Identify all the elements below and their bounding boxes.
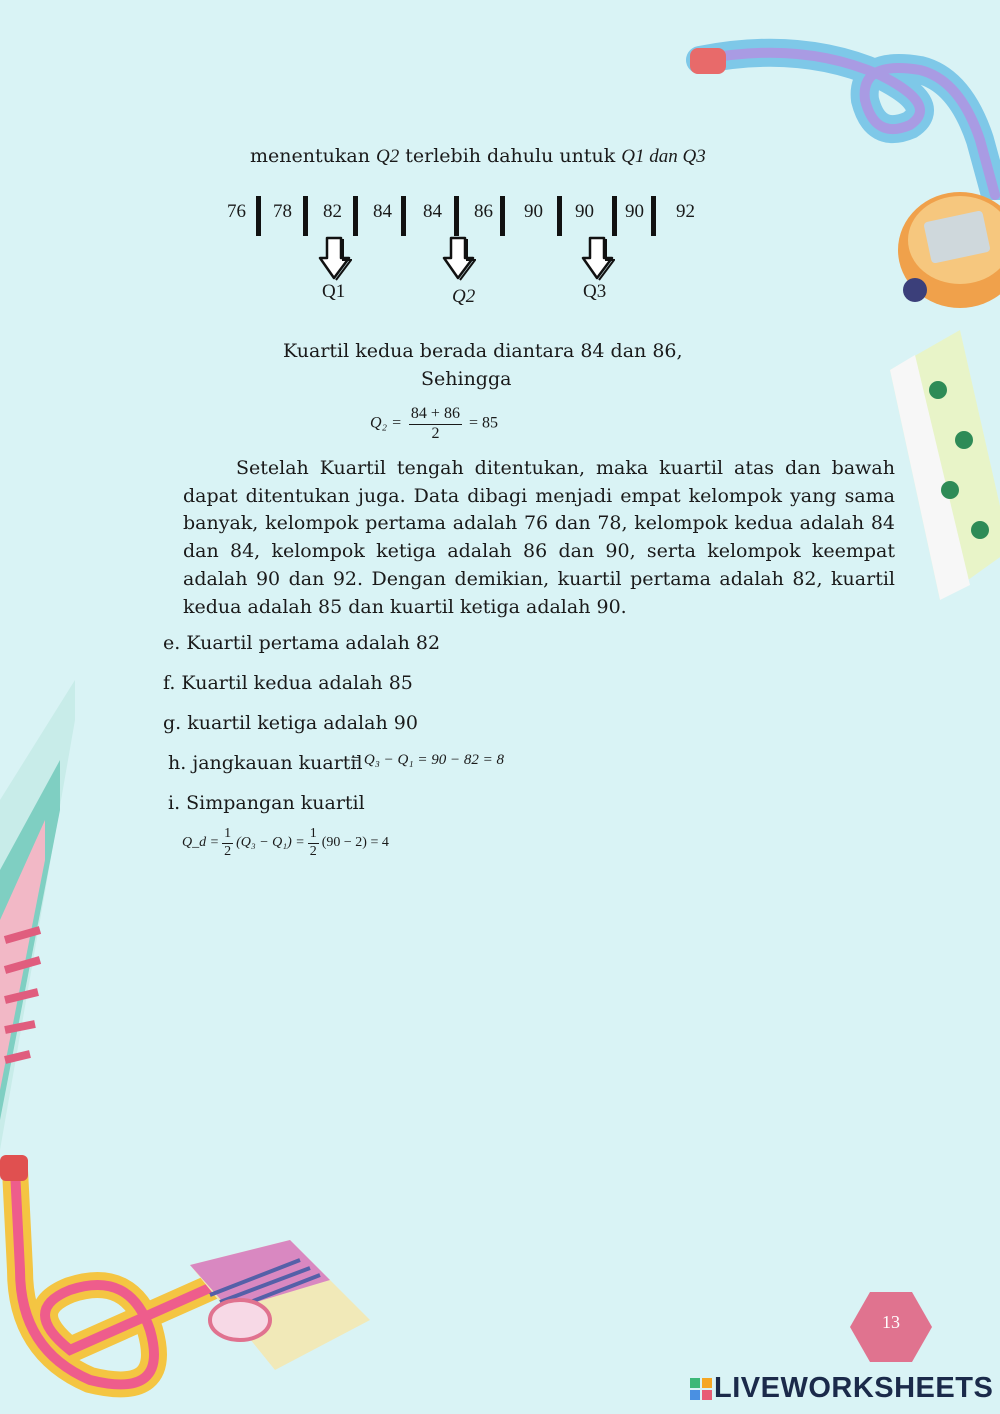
intro-prefix: menentukan	[250, 145, 376, 167]
qd-fraction-2-den: 2	[309, 844, 317, 859]
explanation-paragraph	[183, 455, 895, 621]
liveworksheets-logo-icon	[690, 1378, 712, 1400]
q2-formula-fraction	[409, 405, 462, 443]
q2-formula-rhs: = 85	[468, 414, 498, 432]
qd-fraction-1-den: 2	[224, 844, 232, 859]
qd-formula-part2: (90 − 2) = 4	[321, 835, 389, 851]
qd-fraction-2	[308, 826, 319, 860]
brand-liveworksheets[interactable]: LIVEWORKSHEETS	[714, 1372, 994, 1404]
data-value: 76	[227, 201, 246, 222]
page-number: 13	[882, 1312, 900, 1332]
decoration-pencil-knot-top-right	[680, 30, 1000, 200]
item-h-label: h. jangkauan kuartil	[168, 752, 363, 774]
marker-q3: Q3	[583, 281, 607, 302]
intro-mid: terlebih dahulu untuk	[399, 145, 622, 167]
decoration-eraser	[180, 1240, 375, 1380]
separator-bar	[612, 196, 617, 236]
intro-q3: Q3	[682, 146, 706, 167]
q2-formula	[370, 405, 498, 443]
item-g: g. kuartil ketiga adalah 90	[163, 712, 418, 734]
separator-bar	[500, 196, 505, 236]
decoration-sharpener	[895, 180, 1000, 315]
separator-bar	[651, 196, 656, 236]
marker-q2: Q2	[452, 286, 476, 307]
q2-formula-numerator: 84 + 86	[409, 405, 462, 425]
intro-line	[250, 145, 706, 168]
data-value: 90	[625, 201, 644, 222]
arrow-down-icon	[442, 236, 476, 282]
data-value: 84	[423, 201, 442, 222]
data-value: 92	[676, 201, 695, 222]
arrow-down-icon	[318, 236, 352, 282]
decoration-triangle-ruler-left	[0, 680, 80, 1150]
data-value: 82	[323, 201, 342, 222]
data-value: 90	[524, 201, 543, 222]
q2-explanation: Kuartil kedua berada diantara 84 dan 86,	[283, 340, 683, 362]
item-i: i. Simpangan kuartil	[168, 792, 365, 814]
item-h-formula: = Q₃ − Q₁ = 90 − 82 = 8	[350, 752, 504, 768]
separator-bar	[401, 196, 406, 236]
separator-bar	[454, 196, 459, 236]
decoration-ruler-right	[880, 330, 1000, 600]
data-value: 90	[575, 201, 594, 222]
qd-formula-part1: (Q₃ − Q₁) =	[236, 835, 305, 851]
paragraph-text: Setelah Kuartil tengah ditentukan, maka kuartil atas dan bawah dapat ditentukan juga. Data dibagi menjadi empat kelompok yang sama banyak, kelompok pertama adalah 76 dan 78, kelompok kedua adalah 84 dan 84, kelompok ketiga adalah 86 dan 90, serta kelompok keempat adalah 90 dan 92. Dengan demikian, kuartil pertama adalah 82, kuartil kedua adalah 85 dan kuartil ketiga adalah 90.	[183, 457, 895, 618]
item-f: f. Kuartil kedua adalah 85	[163, 672, 413, 694]
data-value: 78	[273, 201, 292, 222]
intro-dan: dan	[644, 146, 683, 167]
separator-bar	[557, 196, 562, 236]
separator-bar	[303, 196, 308, 236]
qd-formula-lhs: Q_d =	[182, 835, 220, 851]
intro-q1: Q1	[621, 146, 645, 167]
qd-formula	[182, 826, 389, 860]
intro-q2: Q2	[375, 146, 400, 167]
separator-bar	[353, 196, 358, 236]
q2-formula-lhs: Q₂ =	[370, 414, 402, 432]
item-e: e. Kuartil pertama adalah 82	[163, 632, 441, 654]
arrow-down-icon	[581, 236, 615, 282]
qd-fraction-1	[222, 826, 233, 860]
data-value: 84	[373, 201, 392, 222]
q2-formula-denominator: 2	[431, 425, 440, 442]
data-value: 86	[474, 201, 493, 222]
q2-sehingga: Sehingga	[421, 368, 512, 390]
qd-fraction-1-num: 1	[222, 826, 233, 844]
qd-fraction-2-num: 1	[308, 826, 319, 844]
marker-q1: Q1	[322, 281, 346, 302]
separator-bar	[256, 196, 261, 236]
